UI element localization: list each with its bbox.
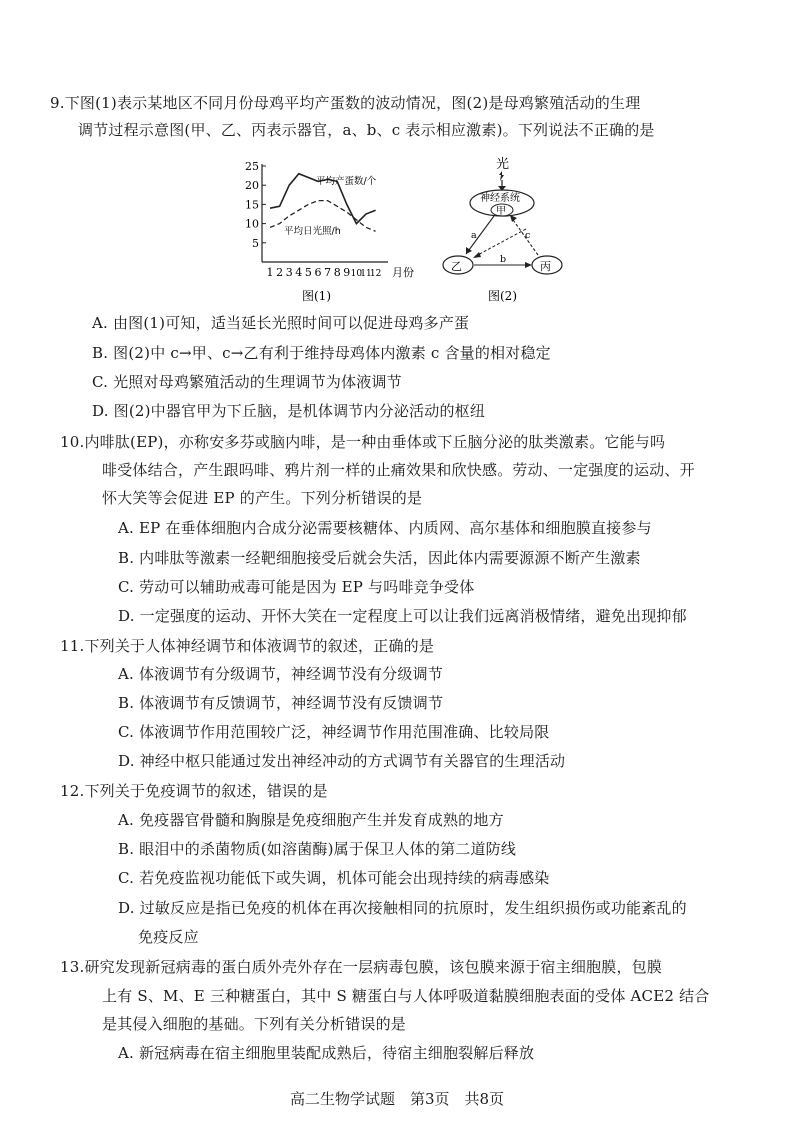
y-tick-label: 25 [245, 160, 259, 173]
q10-option-a: A. EP 在垂体细胞内合成分泌需要核糖体、内质网、高尔基体和细胞膜直接参与 [118, 519, 652, 537]
q9-option-c: C. 光照对母鸡繁殖活动的生理调节为体液调节 [92, 373, 402, 391]
figure2-caption: 图(2) [488, 289, 517, 303]
x-tick-label: 7 [324, 266, 332, 279]
q10-stem-line2: 啡受体结合，产生跟吗啡、鸦片剂一样的止痛效果和欣快感。劳动、一定强度的运动、开 [102, 461, 695, 479]
y-tick-label: 20 [245, 179, 259, 193]
q9-option-a: A. 由图(1)可知，适当延长光照时间可以促进母鸡多产蛋 [92, 314, 470, 332]
label-light: 平均日光照/h [284, 226, 341, 237]
organ-jia-label: 甲 [496, 206, 506, 217]
q11-option-a: A. 体液调节有分级调节，神经调节没有分级调节 [118, 665, 443, 683]
q13-stem-line1: 13.研究发现新冠病毒的蛋白质外壳外存在一层病毒包膜，该包膜来源于宿主细胞膜，包膜 [60, 958, 663, 976]
figure1-caption: 图(1) [302, 289, 331, 303]
hormone-a-label: a [471, 230, 477, 241]
q12-option-c: C. 若免疫监视功能低下或失调，机体可能会出现持续的病毒感染 [118, 869, 550, 887]
x-tick-label: 9 [343, 266, 351, 279]
y-tick-label: 5 [252, 236, 259, 250]
x-tick-label: 5 [304, 266, 312, 279]
q9-option-d: D. 图(2)中器官甲为下丘脑，是机体调节内分泌活动的枢纽 [92, 402, 486, 420]
y-tick-label: 15 [245, 198, 259, 212]
q10-option-c: C. 劳动可以辅助戒毒可能是因为 EP 与吗啡竞争受体 [118, 578, 475, 596]
x-tick-label: 6 [314, 266, 322, 279]
hormone-c-to-yi-arrow-head-icon [473, 252, 481, 258]
hormone-b-arrow-head-icon [525, 262, 532, 268]
q13-stem-line3: 是其侵入细胞的基础。下列有关分析错误的是 [102, 1015, 407, 1033]
x-tick-label: 11 [360, 269, 372, 279]
hormone-a-arrow-head-icon [466, 247, 472, 254]
q12-option-a: A. 免疫器官骨髓和胸腺是免疫细胞产生并发育成熟的地方 [118, 811, 504, 829]
x-tick-label: 12 [369, 269, 382, 279]
x-tick-label: 2 [276, 266, 284, 279]
q9-figures [238, 154, 576, 304]
q9-option-b: B. 图(2)中 c→甲、c→乙有利于维持母鸡体内激素 c 含量的相对稳定 [92, 344, 551, 362]
q11-option-d: D. 神经中枢只能通过发出神经冲动的方式调节有关器官的生理活动 [118, 752, 566, 770]
q12-option-d-cont: 免疫反应 [138, 928, 199, 946]
x-tick-label: 1 [266, 266, 274, 279]
q13-option-a: A. 新冠病毒在宿主细胞里装配成熟后，待宿主细胞裂解后释放 [118, 1044, 535, 1062]
q10-stem-line3: 怀大笑等会促进 EP 的产生。下列分析错误的是 [102, 489, 423, 507]
organ-bing-label: 丙 [540, 260, 551, 273]
q11-stem: 11.下列关于人体神经调节和体液调节的叙述，正确的是 [60, 637, 435, 655]
light-bolt-icon [499, 171, 504, 181]
q10-option-b: B. 内啡肽等激素一经靶细胞接受后就会失活，因此体内需要源源不断产生激素 [118, 549, 641, 567]
q10-option-d: D. 一定强度的运动、开怀大笑在一定程度上可以让我们远离消极情绪，避免出现抑郁 [118, 607, 687, 625]
y-tick-label: 10 [245, 217, 259, 231]
x-tick-label: 8 [333, 266, 341, 279]
hormone-b-label: b [500, 254, 507, 265]
q9-stem-line2: 调节过程示意图(甲、乙、丙表示器官，a、b、c 表示相应激素)。下列说法不正确的是 [78, 121, 655, 139]
q11-option-b: B. 体液调节有反馈调节，神经调节没有反馈调节 [118, 694, 444, 712]
organ-yi-label: 乙 [451, 260, 462, 273]
light-label: 光 [496, 157, 510, 172]
figure2-diagram [443, 156, 562, 303]
x-unit-label: 月份 [392, 266, 414, 279]
q10-stem-line1: 10.内啡肽(EP)，亦称安多芬或脑内啡，是一种由垂体或下丘脑分泌的肽类激素。它能与吗 [60, 433, 666, 451]
q9-stem-line1: 9.下图(1)表示某地区不同月份母鸡平均产蛋数的波动情况，图(2)是母鸡繁殖活动的生理 [50, 94, 641, 112]
q12-option-b: B. 眼泪中的杀菌物质(如溶菌酶)属于保卫人体的第二道防线 [118, 840, 517, 858]
x-tick-label: 10 [350, 269, 363, 279]
nervous-system-label: 神经系统 [480, 193, 520, 204]
q11-option-c: C. 体液调节作用范围较广泛，神经调节作用范围准确、比较局限 [118, 723, 550, 741]
x-tick-label: 4 [295, 266, 303, 279]
x-tick-label: 3 [285, 266, 293, 279]
q12-option-d: D. 过敏反应是指已免疫的机体在再次接触相同的抗原时，发生组织损伤或功能紊乱的 [118, 899, 687, 917]
q13-stem-line2: 上有 S、M、E 三种糖蛋白，其中 S 糖蛋白与人体呼吸道黏膜细胞表面的受体 ACE2 结合 [102, 987, 710, 1005]
label-eggs: 平均产蛋数/个 [316, 176, 377, 187]
page-footer: 高二生物学试题 第3页 共8页 [289, 1090, 505, 1108]
hormone-c-label: c [525, 230, 531, 241]
q9-figure-svg [238, 154, 576, 304]
q12-stem: 12.下列关于免疫调节的叙述，错误的是 [60, 782, 328, 800]
figure1-chart [245, 160, 414, 303]
